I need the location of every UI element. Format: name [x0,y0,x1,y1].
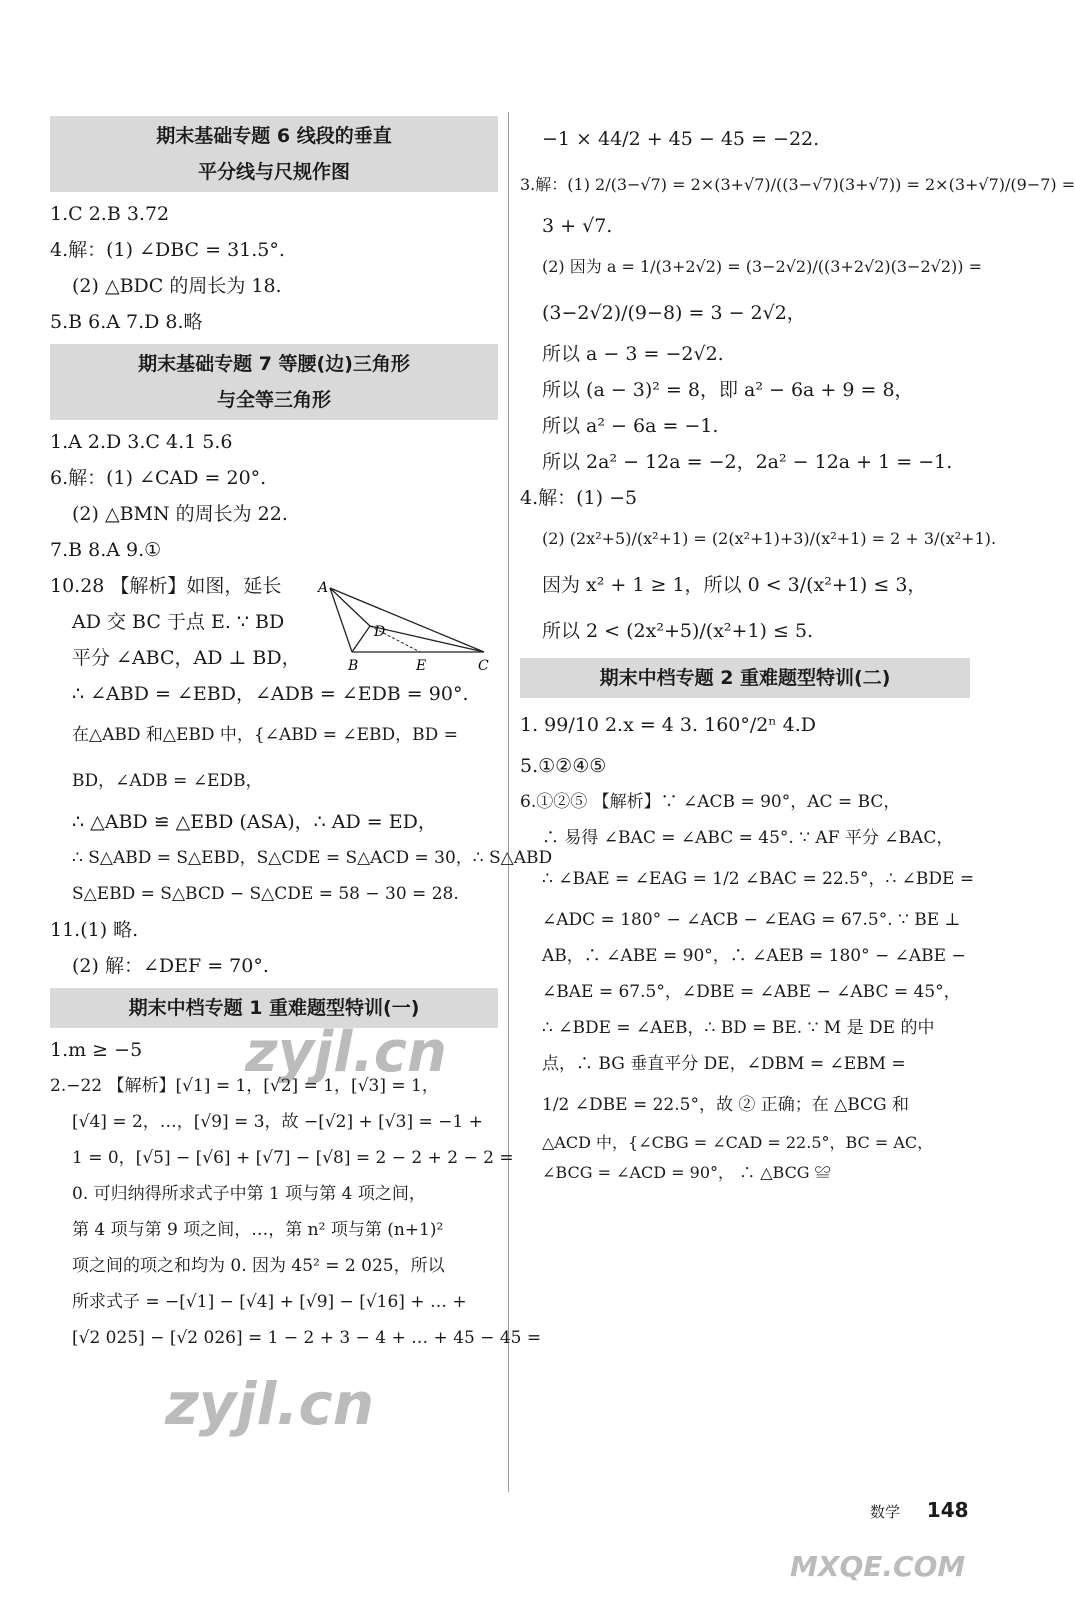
label-a: A [318,580,329,596]
answer-line: 7.B 8.A 9.① [50,539,162,561]
answer-line: 10.28 【解析】如图，延长 [50,575,282,597]
triangle-figure [312,580,492,680]
answer-line: ∠BAE = 67.5°，∠DBE = ∠ABE − ∠ABC = 45°， [542,982,961,1002]
header-line: 期末中档专题 2 重难题型特训(二) [599,667,891,689]
answer-line: ∴ 易得 ∠BAC = ∠ABC = 45°. ∵ AF 平分 ∠BAC， [542,828,954,848]
answer-line: 所以 2 < (2x²+5)/(x²+1) ≤ 5. [542,620,814,642]
answer-line: (2) 因为 a = 1/(3+2√2) = (3−2√2)/((3+2√2)(3−2√2)) = [542,257,982,276]
section-header-mid-2 [520,658,970,698]
label-c: C [478,658,489,674]
header-line: 与全等三角形 [216,389,331,411]
answer-line: ∴ S△ABD = S△EBD，S△CDE = S△ACD = 30，∴ S△ABD [72,848,553,868]
column-divider [508,112,509,1492]
answer-line: 项之间的项之和均为 0. 因为 45² = 2 025，所以 [72,1256,445,1276]
answer-line: ∴ ∠ABD = ∠EBD，∠ADB = ∠EDB = 90°. [72,683,469,705]
label-b: B [348,658,359,674]
answer-line: 3 + √7. [542,215,613,237]
answer-line: △ACD 中，{∠CBG = ∠CAD = 22.5°，BC = AC，∠BCG = ∠ACD = 90°， ∴ △BCG ≌ [542,1133,934,1182]
answer-line: 所以 a² − 6a = −1. [542,415,719,437]
section-header-basic-6 [50,116,498,192]
answer-line: AB，∴ ∠ABE = 90°，∴ ∠AEB = 180° − ∠ABE − [542,946,966,966]
answer-line: 1.A 2.D 3.C 4.1 5.6 [50,431,233,453]
answer-line: (2) (2x²+5)/(x²+1) = (2(x²+1)+3)/(x²+1) = 2 + 3/(x²+1). [542,529,997,548]
watermark: zyjl.cn [165,1370,375,1438]
answer-line: ∴ ∠BDE = ∠AEB，∴ BD = BE. ∵ M 是 DE 的中 [542,1018,935,1038]
watermark: zyjl.cn [245,1020,447,1085]
answer-line: 3.解：(1) 2/(3−√7) = 2×(3+√7)/((3−√7)(3+√7)) = 2×(3+√7)/(9−7) = [520,175,1075,194]
answer-line: ∴ ∠BAE = ∠EAG = 1/2 ∠BAC = 22.5°，∴ ∠BDE = [542,869,975,889]
answer-line: 点，∴ BG 垂直平分 DE，∠DBM = ∠EBM = [542,1054,906,1074]
answer-line: 1. 99/10 2.x = 4 3. 160°/2ⁿ 4.D [520,714,816,736]
answer-line: 1/2 ∠DBE = 22.5°，故 ② 正确；在 △BCG 和 [542,1095,910,1115]
answer-line: (2) △BMN 的周长为 22. [72,503,288,525]
answer-line: [√4] = 2，…，[√9] = 3，故 −[√2] + [√3] = −1 + [72,1112,483,1132]
answer-line: 第 4 项与第 9 项之间，…，第 n² 项与第 (n+1)² [72,1220,444,1240]
answer-line: (2) 解：∠DEF = 70°. [72,955,269,977]
answer-line: [√2 025] − [√2 026] = 1 − 2 + 3 − 4 + … + 45 − 45 = [72,1328,542,1348]
answer-line: 4.解：(1) −5 [520,487,638,509]
answer-line: 1.C 2.B 3.72 [50,203,170,225]
answer-line: 5.①②④⑤ [520,755,607,777]
answer-line: 6.解：(1) ∠CAD = 20°. [50,467,267,489]
section-header-basic-7 [50,344,498,420]
header-line: 期末基础专题 6 线段的垂直 [156,125,392,147]
answer-line: 2.−22 【解析】[√1] = 1，[√2] = 1，[√3] = 1， [50,1076,439,1096]
answer-line: 平分 ∠ABC，AD ⊥ BD， [72,647,301,669]
answer-line: 所以 a − 3 = −2√2. [542,343,724,365]
answer-line: 6.①②⑤ 【解析】∵ ∠ACB = 90°，AC = BC， [520,792,901,812]
answer-line: 所求式子 = −[√1] − [√4] + [√9] − [√16] + … + [72,1292,467,1312]
subject-label: 数学 [870,1503,901,1521]
answer-line: (3−2√2)/(9−8) = 3 − 2√2， [542,302,806,324]
watermark: MXQE.COM [790,1550,966,1583]
page-footer [870,1498,969,1522]
right-column [520,116,1075,1188]
answer-line: −1 × 44/2 + 45 − 45 = −22. [542,128,820,150]
answer-line: 所以 (a − 3)² = 8，即 a² − 6a + 9 = 8， [542,379,914,401]
answer-line: ∠ADC = 180° − ∠ACB − ∠EAG = 67.5°. ∵ BE ⊥ [542,910,961,930]
answer-line: 4.解：(1) ∠DBC = 31.5°. [50,239,285,261]
header-line: 平分线与尺规作图 [197,161,350,183]
answer-line: 所以 2a² − 12a = −2，2a² − 12a + 1 = −1. [542,451,953,473]
answer-line: 在△ABD 和△EBD 中，{∠ABD = ∠EBD，BD = BD，∠ADB = ∠EDB， [72,725,458,791]
answer-line: 0. 可归纳得所求式子中第 1 项与第 4 项之间， [72,1184,426,1204]
answer-line: 5.B 6.A 7.D 8.略 [50,311,203,333]
answer-line: AD 交 BC 于点 E. ∵ BD [72,611,285,633]
answer-line: 1 = 0，[√5] − [√6] + [√7] − [√8] = 2 − 2 + 2 − 2 = [72,1148,514,1168]
answer-line: 1.m ≥ −5 [50,1039,143,1061]
answer-line: 因为 x² + 1 ≥ 1，所以 0 < 3/(x²+1) ≤ 3， [542,574,927,596]
left-column [50,112,553,1356]
answer-line: ∴ △ABD ≌ △EBD (ASA)，∴ AD = ED， [72,811,437,833]
answer-line: (2) △BDC 的周长为 18. [72,275,282,297]
answer-line: S△EBD = S△BCD − S△CDE = 58 − 30 = 28. [72,884,459,904]
label-d: D [374,624,386,640]
header-line: 期末中档专题 1 重难题型特训(一) [128,997,420,1019]
header-line: 期末基础专题 7 等腰(边)三角形 [138,353,410,375]
page-number: 148 [926,1498,969,1522]
answer-line: 11.(1) 略. [50,919,139,941]
label-e: E [416,658,427,674]
